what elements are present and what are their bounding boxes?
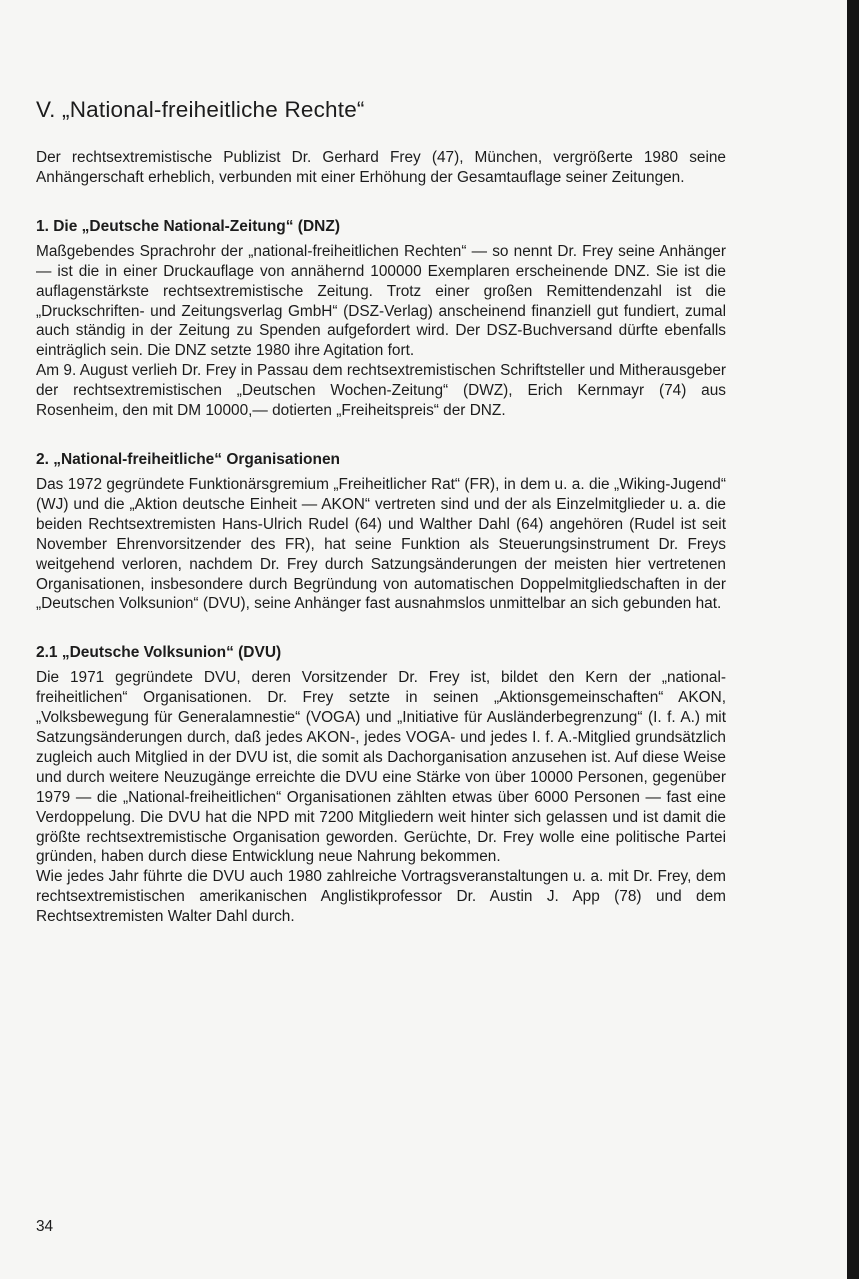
section-heading-dnz: 1. Die „Deutsche National-Zeitung“ (DNZ): [36, 217, 340, 235]
dvu-paragraph-2: Wie jedes Jahr führte die DVU auch 1980 zahlreiche Vortragsveranstaltungen u. a. mit Dr. Frey, dem rechtsextremistischen amerikanischen Anglistikprofessor Dr. Austin J. App (78) und dem Rechtsextremisten Walter Dahl durch.: [36, 868, 726, 926]
organisations-paragraph-1: Das 1972 gegründete Funktionärsgremium „Freiheitlicher Rat“ (FR), in dem u. a. die „Wiking-Jugend“ (WJ) und die „Aktion deutsche Einheit — AKON“ vertreten sind und der als Einzelmitglieder u. a. die beiden Rechtsextremisten Hans-Ulrich Rudel (64) und Walther Dahl (64) angehören (Rudel ist seit November Ehrenvorsitzender des FR), hat seine Funktion als Steuerungsinstrument Dr. Freys weitgehend verloren, nachdem Dr. Frey durch Satzungsänderungen der meisten hier vertretenen Organisationen, insbesondere durch Begründung von automatischen Doppelmitgliedschaften in der „Deutschen Volksunion“ (DVU), seine Anhänger fast ausnahmslos unmittelbar an sich gebunden hat.: [36, 475, 726, 613]
dnz-paragraph-1: Maßgebendes Sprachrohr der „national-freiheitlichen Rechten“ — so nennt Dr. Frey seine Anhänger — ist die in einer Druckauflage von annähernd 100000 Exemplaren erscheinende DNZ. Sie ist die auflagenstärkste rechtsextremistische Zeitung. Trotz einer großen Remittendenzahl ist die „Druckschriften- und Zeitungsverlag GmbH“ (DSZ-Verlag) anscheinend finanziell gut fundiert, zumal auch ständig in der Zeitung zu Spenden aufgefordert wird. Der DSZ-Buchversand dürfte ebenfalls einträglich sein. Die DNZ setzte 1980 ihre Agitation fort.: [36, 242, 726, 360]
chapter-title: V. „National-freiheitliche Rechte“: [36, 97, 365, 122]
scan-edge-bar: [847, 0, 859, 1279]
dnz-paragraph-2: Am 9. August verlieh Dr. Frey in Passau dem rechtsextremistischen Schriftsteller und Mitherausgeber der rechtsextremistischen „Deutschen Wochen-Zeitung“ (DWZ), Erich Kernmayr (74) aus Rosenheim, den mit DM 10000,— dotierten „Freiheitspreis“ der DNZ.: [36, 362, 726, 420]
section-heading-organisations: 2. „National-freiheitliche“ Organisationen: [36, 450, 341, 468]
document-page: [36, 96, 726, 927]
section-heading-dvu: 2.1 „Deutsche Volksunion“ (DVU): [36, 644, 282, 662]
dvu-paragraph-1: Die 1971 gegründete DVU, deren Vorsitzender Dr. Frey ist, bildet den Kern der „national-freiheitlichen“ Organisationen. Dr. Frey setzte in seinen „Aktionsgemeinschaften“ AKON, „Volksbewegung für Generalamnestie“ (VOGA) und „Initiative für Ausländerbegrenzung“ (I. f. A.) mit Satzungsänderungen durch, daß jedes AKON-, jedes VOGA- und jedes I. f. A.-Mitglied grundsätzlich zugleich auch Mitglied in der DVU ist, die somit als Dachorganisation anzusehen ist. Auf diese Weise und durch weitere Neuzugänge erreichte die DVU eine Stärke von über 10000 Personen, gegenüber 1979 — die „National-freiheitlichen“ Organisationen zählten etwas über 6000 Personen — fast eine Verdoppelung. Die DVU hat die NPD mit 7200 Mitgliedern weit hinter sich gelassen und ist damit die größte rechtsextremistische Organisation geworden. Gerüchte, Dr. Frey wolle eine politische Partei gründen, haben durch diese Entwicklung neue Nahrung bekommen.: [36, 669, 726, 866]
page-number: 34: [36, 1218, 54, 1235]
intro-paragraph: Der rechtsextremistische Publizist Dr. Gerhard Frey (47), München, vergrößerte 1980 seine Anhängerschaft erheblich, verbunden mit einer Erhöhung der Gesamtauflage seiner Zeitungen.: [36, 149, 726, 186]
